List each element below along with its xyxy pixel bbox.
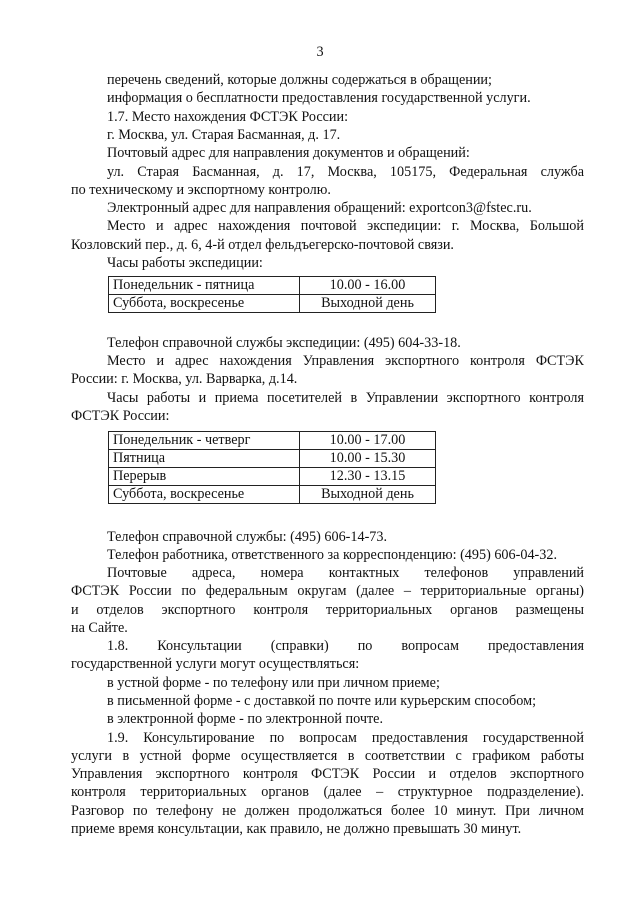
table-row bbox=[109, 468, 436, 486]
list-item: в устной форме - по телефону или при личном приеме; bbox=[107, 675, 440, 691]
table-cell-day: Пятница bbox=[109, 450, 300, 468]
table-cell-time: 10.00 - 16.00 bbox=[300, 277, 436, 295]
text-line: ФСТЭК России: bbox=[71, 408, 170, 424]
section-heading: 1.9. Консультирование по вопросам предоставления государственной bbox=[107, 730, 584, 746]
table-row bbox=[109, 486, 436, 504]
table-cell-time: 10.00 - 15.30 bbox=[300, 450, 436, 468]
text-line: приеме время консультации, как правило, не должно превышать 30 минут. bbox=[71, 821, 522, 837]
text-line: Телефон работника, ответственного за корреспонденцию: (495) 606-04-32. bbox=[107, 547, 557, 563]
text-line: Телефон справочной службы экспедиции: (495) 604-33-18. bbox=[107, 335, 461, 351]
email-line: Электронный адрес для направления обращений: exportcon3@fstec.ru. bbox=[107, 200, 532, 216]
table-cell-day: Суббота, воскресенье bbox=[109, 295, 300, 313]
table-cell-time: 10.00 - 17.00 bbox=[300, 432, 436, 450]
text-line: России: г. Москва, ул. Варварка, д.14. bbox=[71, 371, 298, 387]
table-row bbox=[109, 277, 436, 295]
list-item: в письменной форме - с доставкой по почте или курьерским способом; bbox=[107, 693, 537, 709]
text-line: контроля территориальных органов (далее – структурное подразделение). bbox=[71, 784, 584, 800]
text-line: на Сайте. bbox=[71, 620, 128, 636]
table-cell-day: Понедельник - четверг bbox=[109, 432, 300, 450]
expedition-hours-table bbox=[108, 276, 436, 313]
page-number: 3 bbox=[316, 44, 324, 60]
table-cell-day: Суббота, воскресенье bbox=[109, 486, 300, 504]
text-line: ФСТЭК России по федеральным округам (далее – территориальные органы) bbox=[71, 583, 584, 599]
text-line: услуги в устной форме осуществляется в соответствии с графиком работы bbox=[71, 748, 584, 764]
text-line: Козловский пер., д. 6, 4-й отдел фельдъегерско-почтовой связи. bbox=[71, 237, 454, 253]
text-line: государственной услуги могут осуществляться: bbox=[71, 656, 360, 672]
text-line: ул. Старая Басманная, д. 17, Москва, 105175, Федеральная служба bbox=[107, 164, 584, 180]
table-row bbox=[109, 450, 436, 468]
text-line: и отделов экспортного контроля территориальных органов размещены bbox=[71, 602, 584, 618]
text-line: Место и адрес нахождения Управления экспортного контроля ФСТЭК bbox=[107, 353, 584, 369]
text-line: перечень сведений, которые должны содержаться в обращении; bbox=[107, 72, 492, 88]
table-cell-day: Перерыв bbox=[109, 468, 300, 486]
section-heading: 1.7. Место нахождения ФСТЭК России: bbox=[107, 109, 349, 125]
text-line: Почтовые адреса, номера контактных телефонов управлений bbox=[107, 565, 584, 581]
text-line: Почтовый адрес для направления документов и обращений: bbox=[107, 145, 470, 161]
section-heading: 1.8. Консультации (справки) по вопросам предоставления bbox=[107, 638, 584, 654]
table-cell-time: 12.30 - 13.15 bbox=[300, 468, 436, 486]
text-line: Телефон справочной службы: (495) 606-14-73. bbox=[107, 529, 388, 545]
text-line: Часы работы экспедиции: bbox=[107, 255, 263, 271]
table-cell-day: Понедельник - пятница bbox=[109, 277, 300, 295]
text-line: по техническому и экспортному контролю. bbox=[71, 182, 331, 198]
table-cell-time: Выходной день bbox=[300, 295, 436, 313]
table-row bbox=[109, 432, 436, 450]
text-line: Часы работы и приема посетителей в Управлении экспортного контроля bbox=[107, 390, 584, 406]
export-control-hours-table bbox=[108, 431, 436, 504]
table-row bbox=[109, 295, 436, 313]
text-line: Разговор по телефону не должен продолжаться более 10 минут. При личном bbox=[71, 803, 584, 819]
text-line: Управления экспортного контроля ФСТЭК России и отделов экспортного bbox=[71, 766, 584, 782]
list-item: в электронной форме - по электронной почте. bbox=[107, 711, 384, 727]
text-line: г. Москва, ул. Старая Басманная, д. 17. bbox=[107, 127, 341, 143]
text-line: Место и адрес нахождения почтовой экспедиции: г. Москва, Большой bbox=[107, 218, 584, 234]
table-cell-time: Выходной день bbox=[300, 486, 436, 504]
text-line: информация о бесплатности предоставления государственной услуги. bbox=[107, 90, 531, 106]
